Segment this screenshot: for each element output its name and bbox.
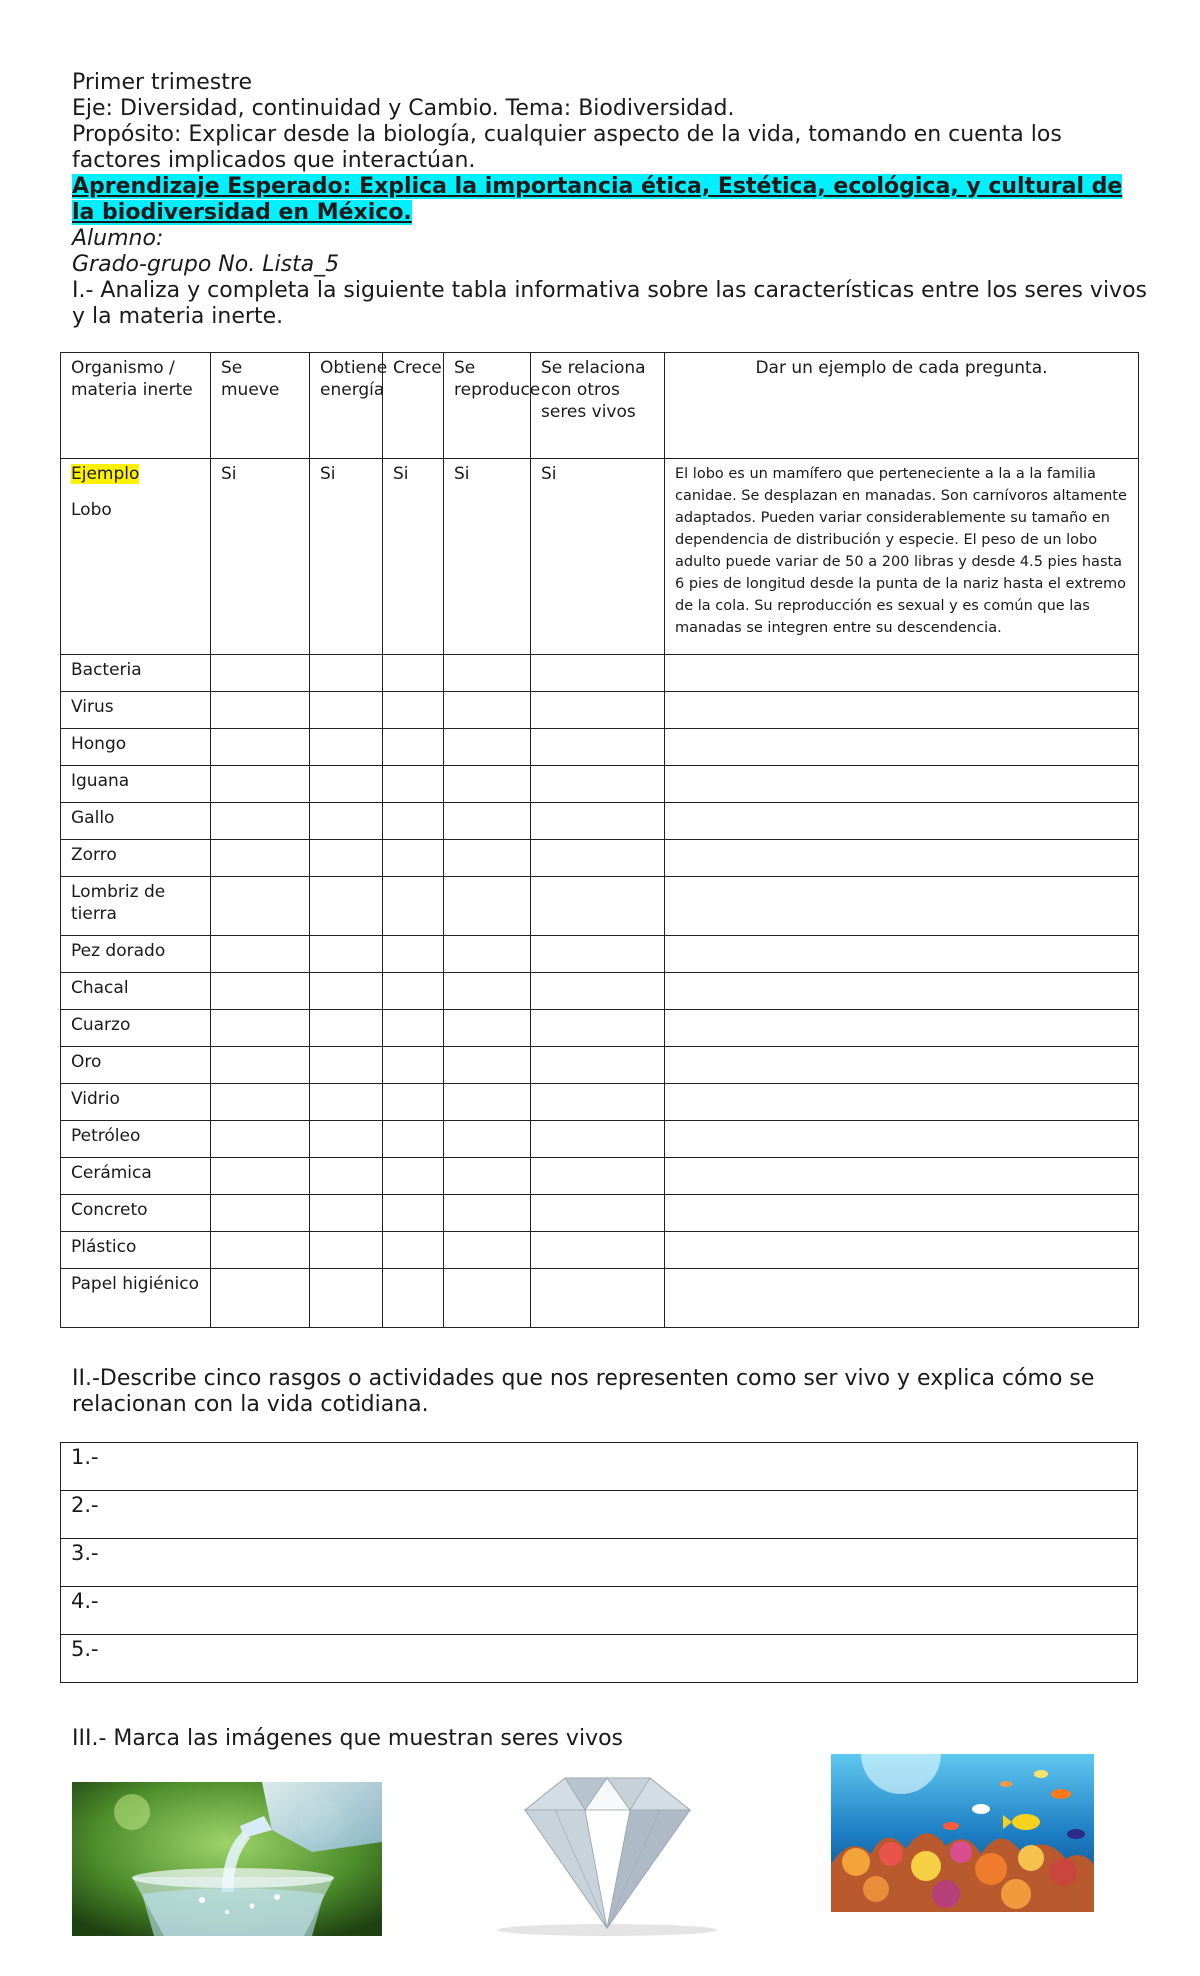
answer-cell[interactable] bbox=[531, 1121, 665, 1158]
answer-cell[interactable] bbox=[444, 1158, 531, 1195]
axis-topic: Eje: Diversidad, continuidad y Cambio. Tema: Biodiversidad. bbox=[72, 96, 735, 121]
trait-answer-cell[interactable] bbox=[61, 1491, 1138, 1539]
answer-cell[interactable] bbox=[310, 1010, 383, 1047]
answer-cell[interactable] bbox=[383, 973, 444, 1010]
answer-cell[interactable] bbox=[531, 1010, 665, 1047]
answer-cell[interactable] bbox=[383, 1010, 444, 1047]
table-row bbox=[61, 840, 1139, 877]
trait-answer-cell[interactable] bbox=[61, 1587, 1138, 1635]
answer-cell[interactable] bbox=[531, 1047, 665, 1084]
answer-cell[interactable] bbox=[383, 1232, 444, 1269]
answer-cell[interactable] bbox=[531, 1195, 665, 1232]
answer-cell[interactable] bbox=[665, 1269, 1139, 1328]
answer-cell[interactable] bbox=[383, 729, 444, 766]
answer-cell[interactable] bbox=[531, 729, 665, 766]
answer-cell[interactable] bbox=[383, 877, 444, 936]
answer-cell[interactable] bbox=[383, 692, 444, 729]
answer-cell[interactable] bbox=[310, 840, 383, 877]
answer-cell[interactable] bbox=[310, 1047, 383, 1084]
answer-cell[interactable] bbox=[310, 692, 383, 729]
trait-number: 3.- bbox=[71, 1541, 99, 1565]
answer-cell[interactable] bbox=[211, 840, 310, 877]
example-answer-grows: Si bbox=[383, 459, 444, 655]
answer-cell[interactable] bbox=[383, 1084, 444, 1121]
answer-cell[interactable] bbox=[444, 1084, 531, 1121]
grade-group-label: Grado-grupo No. Lista_5 bbox=[72, 252, 340, 277]
table-row bbox=[61, 1269, 1139, 1328]
answer-cell[interactable] bbox=[211, 1269, 310, 1328]
purpose-text: Propósito: Explicar desde la biología, cualquier aspecto de la vida, tomando en cuenta los factores implicados que interactúan. bbox=[72, 122, 1062, 173]
answer-cell[interactable] bbox=[211, 1010, 310, 1047]
example-answer-relates: Si bbox=[531, 459, 665, 655]
answer-cell[interactable] bbox=[211, 729, 310, 766]
organism-name: Cerámica bbox=[61, 1158, 211, 1195]
answer-cell[interactable] bbox=[665, 692, 1139, 729]
answer-cell[interactable] bbox=[531, 1084, 665, 1121]
answer-cell[interactable] bbox=[531, 1232, 665, 1269]
answer-cell[interactable] bbox=[310, 1232, 383, 1269]
example-answer-reproduces: Si bbox=[444, 459, 531, 655]
answer-cell[interactable] bbox=[444, 877, 531, 936]
answer-cell[interactable] bbox=[211, 1195, 310, 1232]
organism-name: Petróleo bbox=[61, 1121, 211, 1158]
expected-learning bbox=[72, 174, 1152, 226]
answer-cell[interactable] bbox=[211, 655, 310, 692]
answer-cell[interactable] bbox=[383, 936, 444, 973]
table-row bbox=[61, 1121, 1139, 1158]
answer-cell[interactable] bbox=[444, 692, 531, 729]
expected-learning-highlight: Aprendizaje Esperado: Explica la importancia ética, Estética, ecológica, y cultural de la biodiversidad en México. bbox=[72, 174, 1123, 225]
trait-number: 1.- bbox=[71, 1445, 99, 1469]
trait-row bbox=[61, 1443, 1138, 1491]
example-row bbox=[61, 459, 1139, 655]
header-example: Dar un ejemplo de cada pregunta. bbox=[665, 353, 1139, 459]
answer-cell[interactable] bbox=[531, 692, 665, 729]
answer-cell[interactable] bbox=[444, 766, 531, 803]
answer-cell[interactable] bbox=[211, 877, 310, 936]
answer-cell[interactable] bbox=[665, 1047, 1139, 1084]
table-row bbox=[61, 729, 1139, 766]
example-answer-energy: Si bbox=[310, 459, 383, 655]
table-row bbox=[61, 1195, 1139, 1232]
trait-number: 2.- bbox=[71, 1493, 99, 1517]
answer-cell[interactable] bbox=[211, 1084, 310, 1121]
answer-cell[interactable] bbox=[665, 803, 1139, 840]
answer-cell[interactable] bbox=[211, 973, 310, 1010]
answer-cell[interactable] bbox=[444, 1010, 531, 1047]
section-2-instruction: II.-Describe cinco rasgos o actividades que nos representen como ser vivo y explica cómo se relacionan con la vida cotidiana. bbox=[72, 1366, 1095, 1417]
answer-cell[interactable] bbox=[665, 1084, 1139, 1121]
answer-cell[interactable] bbox=[531, 840, 665, 877]
answer-cell[interactable] bbox=[310, 803, 383, 840]
example-answer-moves: Si bbox=[211, 459, 310, 655]
answer-cell[interactable] bbox=[444, 1121, 531, 1158]
answer-cell[interactable] bbox=[310, 655, 383, 692]
answer-cell[interactable] bbox=[310, 766, 383, 803]
trait-row bbox=[61, 1539, 1138, 1587]
diamond-image[interactable] bbox=[455, 1770, 760, 1938]
answer-cell[interactable] bbox=[531, 1269, 665, 1328]
header-reproduces: Se reproduce bbox=[444, 353, 531, 459]
answer-cell[interactable] bbox=[531, 877, 665, 936]
answer-cell[interactable] bbox=[211, 692, 310, 729]
water-glass-image[interactable] bbox=[72, 1782, 382, 1936]
answer-cell[interactable] bbox=[383, 1047, 444, 1084]
organism-name: Concreto bbox=[61, 1195, 211, 1232]
answer-cell[interactable] bbox=[531, 1158, 665, 1195]
answer-cell[interactable] bbox=[383, 1158, 444, 1195]
answer-cell[interactable] bbox=[383, 655, 444, 692]
organism-name: Bacteria bbox=[61, 655, 211, 692]
answer-cell[interactable] bbox=[310, 1084, 383, 1121]
header-moves: Se mueve bbox=[211, 353, 310, 459]
coral-reef-image[interactable] bbox=[831, 1754, 1094, 1912]
organism-name: Chacal bbox=[61, 973, 211, 1010]
header-energy: Obtiene energía bbox=[310, 353, 383, 459]
worksheet-header bbox=[72, 70, 1152, 330]
instruction-1: I.- Analiza y completa la siguiente tabla informativa sobre las características entre los seres vivos y la materia inerte. bbox=[72, 278, 1148, 329]
table-row bbox=[61, 877, 1139, 936]
organism-name: Virus bbox=[61, 692, 211, 729]
table-row bbox=[61, 766, 1139, 803]
table-row bbox=[61, 803, 1139, 840]
organism-name: Vidrio bbox=[61, 1084, 211, 1121]
organism-name: Oro bbox=[61, 1047, 211, 1084]
answer-cell[interactable] bbox=[665, 1158, 1139, 1195]
answer-cell[interactable] bbox=[310, 1121, 383, 1158]
answer-cell[interactable] bbox=[211, 1158, 310, 1195]
characteristics-table bbox=[60, 352, 1139, 1328]
answer-rows bbox=[61, 655, 1139, 1328]
answer-cell[interactable] bbox=[310, 1158, 383, 1195]
answer-cell[interactable] bbox=[211, 936, 310, 973]
table-row bbox=[61, 1047, 1139, 1084]
answer-cell[interactable] bbox=[444, 1047, 531, 1084]
table-row bbox=[61, 973, 1139, 1010]
answer-cell[interactable] bbox=[444, 655, 531, 692]
organism-name: Lombriz de tierra bbox=[61, 877, 211, 936]
answer-cell[interactable] bbox=[310, 877, 383, 936]
example-description: El lobo es un mamífero que perteneciente a la a la familia canidae. Se desplazan en manadas. Son carnívoros altamente adaptados. Pueden variar considerablemente su tamaño en dependencia de distribución y especie. El peso de un lobo adulto puede variar de 50 a 200 libras y desde 4.5 pies hasta 6 pies de longitud desde la punta de la nariz hasta el extremo de la cola. Su reproducción es sexual y es común que las manadas se integren entre su descendencia. bbox=[665, 459, 1139, 655]
answer-cell[interactable] bbox=[383, 803, 444, 840]
answer-cell[interactable] bbox=[444, 803, 531, 840]
organism-name: Zorro bbox=[61, 840, 211, 877]
answer-cell[interactable] bbox=[211, 1232, 310, 1269]
answer-cell[interactable] bbox=[211, 1121, 310, 1158]
answer-cell[interactable] bbox=[444, 936, 531, 973]
answer-cell[interactable] bbox=[383, 840, 444, 877]
organism-name: Pez dorado bbox=[61, 936, 211, 973]
answer-cell[interactable] bbox=[531, 766, 665, 803]
answer-cell[interactable] bbox=[444, 1195, 531, 1232]
table-row bbox=[61, 692, 1139, 729]
answer-cell[interactable] bbox=[665, 936, 1139, 973]
answer-cell[interactable] bbox=[444, 729, 531, 766]
trait-answer-cell[interactable] bbox=[61, 1635, 1138, 1683]
answer-cell[interactable] bbox=[444, 973, 531, 1010]
header-organism: Organismo / materia inerte bbox=[61, 353, 211, 459]
organism-name: Papel higiénico bbox=[61, 1269, 211, 1328]
header-grows: Crece bbox=[383, 353, 444, 459]
trait-answer-cell[interactable] bbox=[61, 1539, 1138, 1587]
table-row bbox=[61, 1010, 1139, 1047]
table-row bbox=[61, 1084, 1139, 1121]
answer-cell[interactable] bbox=[531, 973, 665, 1010]
answer-cell[interactable] bbox=[211, 766, 310, 803]
table-row bbox=[61, 1232, 1139, 1269]
answer-cell[interactable] bbox=[383, 766, 444, 803]
trait-number: 5.- bbox=[71, 1637, 99, 1661]
answer-cell[interactable] bbox=[310, 973, 383, 1010]
answer-cell[interactable] bbox=[310, 936, 383, 973]
example-name: Lobo bbox=[71, 500, 112, 520]
answer-cell[interactable] bbox=[383, 1269, 444, 1328]
answer-cell[interactable] bbox=[665, 1010, 1139, 1047]
student-label: Alumno: bbox=[72, 226, 164, 251]
organism-name: Hongo bbox=[61, 729, 211, 766]
answer-cell[interactable] bbox=[665, 729, 1139, 766]
answer-cell[interactable] bbox=[531, 803, 665, 840]
answer-cell[interactable] bbox=[444, 840, 531, 877]
answer-cell[interactable] bbox=[665, 973, 1139, 1010]
answer-cell[interactable] bbox=[383, 1121, 444, 1158]
trait-number: 4.- bbox=[71, 1589, 99, 1613]
trait-row bbox=[61, 1635, 1138, 1683]
organism-name: Plástico bbox=[61, 1232, 211, 1269]
answer-cell[interactable] bbox=[665, 1232, 1139, 1269]
table-row bbox=[61, 936, 1139, 973]
organism-name: Cuarzo bbox=[61, 1010, 211, 1047]
organism-name: Gallo bbox=[61, 803, 211, 840]
answer-cell[interactable] bbox=[310, 729, 383, 766]
answer-cell[interactable] bbox=[665, 1121, 1139, 1158]
answer-cell[interactable] bbox=[310, 1195, 383, 1232]
trait-answer-cell[interactable] bbox=[61, 1443, 1138, 1491]
header-relates: Se relaciona con otros seres vivos bbox=[531, 353, 665, 459]
answer-cell[interactable] bbox=[665, 766, 1139, 803]
example-organism-cell bbox=[61, 459, 211, 655]
answer-cell[interactable] bbox=[665, 655, 1139, 692]
term-label: Primer trimestre bbox=[72, 70, 252, 95]
answer-cell[interactable] bbox=[444, 1232, 531, 1269]
answer-cell[interactable] bbox=[444, 1269, 531, 1328]
trait-row bbox=[61, 1491, 1138, 1539]
table-row bbox=[61, 655, 1139, 692]
table-row bbox=[61, 1158, 1139, 1195]
example-tag: Ejemplo bbox=[71, 464, 140, 484]
answer-cell[interactable] bbox=[211, 1047, 310, 1084]
answer-cell[interactable] bbox=[531, 655, 665, 692]
organism-name: Iguana bbox=[61, 766, 211, 803]
table-header-row bbox=[61, 353, 1139, 459]
answer-cell[interactable] bbox=[211, 803, 310, 840]
answer-cell[interactable] bbox=[310, 1269, 383, 1328]
answer-cell[interactable] bbox=[383, 1195, 444, 1232]
answer-cell[interactable] bbox=[665, 877, 1139, 936]
trait-row bbox=[61, 1587, 1138, 1635]
answer-cell[interactable] bbox=[665, 1195, 1139, 1232]
traits-table bbox=[60, 1442, 1138, 1683]
answer-cell[interactable] bbox=[531, 936, 665, 973]
section-3-instruction: III.- Marca las imágenes que muestran seres vivos bbox=[72, 1726, 624, 1751]
answer-cell[interactable] bbox=[665, 840, 1139, 877]
